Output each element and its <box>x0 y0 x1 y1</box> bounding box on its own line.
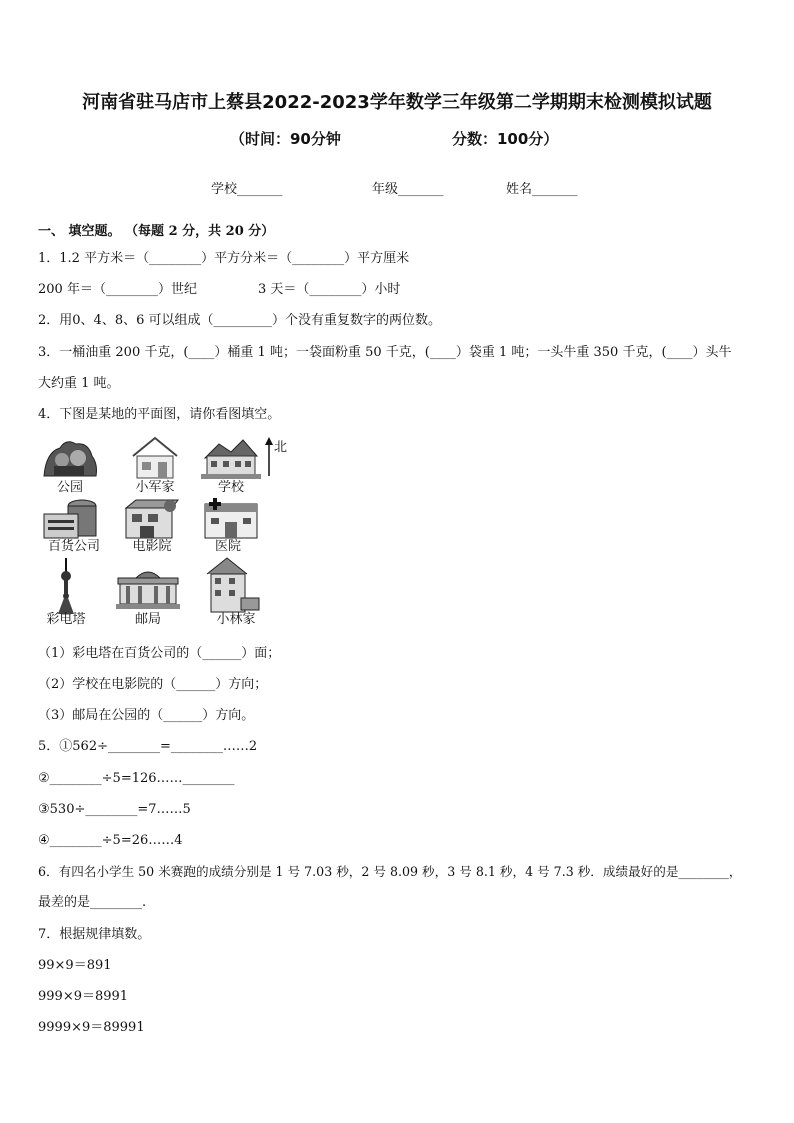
exam-score: 分数：100分） <box>452 130 559 148</box>
question-3-line-2: 大约重 1 吨。 <box>38 376 120 391</box>
school-icon <box>201 434 261 480</box>
page-title: 河南省驻马店市上蔡县2022-2023学年数学三年级第二学期期末检测模拟试题 <box>82 92 712 113</box>
question-1-line-1: 1．1.2 平方米＝（________）平方分米＝（________）平方厘米 <box>38 251 410 266</box>
question-3-line-1: 3．一桶油重 200 千克，(____）桶重 1 吨；一袋面粉重 50 千克，(____）袋重 1 吨；一头牛重 350 千克，(____）头牛 <box>38 345 732 360</box>
apartment-icon <box>201 556 261 614</box>
question-4-sub-3: （3）邮局在公园的（______）方向。 <box>38 708 255 723</box>
map-label-xiaojun-home: 小军家 <box>135 480 175 495</box>
grade-field: 年级_______ <box>372 182 444 197</box>
question-6-line-2: 最差的是________. <box>38 895 147 910</box>
question-5-c: ③530÷________=7……5 <box>38 802 191 817</box>
map-label-cinema: 电影院 <box>132 539 172 554</box>
pattern-row-3: 9999×9＝89991 <box>38 1020 145 1035</box>
question-6-line-1: 6．有四名小学生 50 米赛跑的成绩分别是 1 号 7.03 秒，2 号 8.09 秒，3 号 8.1 秒，4 号 7.3 秒．成绩最好的是________， <box>38 864 742 879</box>
cinema-icon <box>122 496 182 542</box>
question-4-sub-2: （2）学校在电影院的（______）方向； <box>38 677 268 692</box>
map-label-park: 公园 <box>56 480 83 495</box>
school-field: 学校_______ <box>211 182 283 197</box>
question-5-b: ②________÷5=126……________ <box>38 771 235 786</box>
question-2: 2．用0、4、8、6 可以组成（_________）个没有重复数字的两位数。 <box>38 313 441 328</box>
question-4-stem: 4．下图是某地的平面图，请你看图填空。 <box>38 407 281 422</box>
question-1-line-2b: 3 天＝（________）小时 <box>258 282 401 297</box>
question-1-line-2a: 200 年＝（________）世纪 <box>38 282 197 297</box>
pattern-row-1: 99×9＝891 <box>38 958 112 973</box>
hospital-icon <box>201 496 261 542</box>
north-label: 北 <box>274 440 288 455</box>
map-label-xiaolin-home: 小林家 <box>216 612 256 627</box>
section-heading: 一、 填空题。 （每题 2 分，共 20 分） <box>38 224 275 239</box>
exam-time: （时间：90分钟 <box>230 130 341 148</box>
post-office-icon <box>116 564 180 610</box>
map-label-school: 学校 <box>217 480 244 495</box>
map-label-post-office: 邮局 <box>134 612 161 627</box>
question-7-stem: 7．根据规律填数。 <box>38 927 151 942</box>
question-5-a: 5．①562÷________=________……2 <box>38 739 258 754</box>
pattern-row-2: 999×9＝8991 <box>38 989 129 1004</box>
map-label-hospital: 医院 <box>214 539 241 554</box>
name-field: 姓名_______ <box>506 182 578 197</box>
question-4-sub-1: （1）彩电塔在百货公司的（______）面； <box>38 646 281 661</box>
question-5-d: ④________÷5=26……4 <box>38 833 183 848</box>
department-store-icon <box>40 496 100 542</box>
map-label-tv-tower: 彩电塔 <box>46 612 86 627</box>
map-label-department-store: 百货公司 <box>47 539 100 554</box>
house-icon <box>125 434 185 480</box>
tv-tower-icon <box>36 558 96 614</box>
park-icon <box>40 434 100 480</box>
